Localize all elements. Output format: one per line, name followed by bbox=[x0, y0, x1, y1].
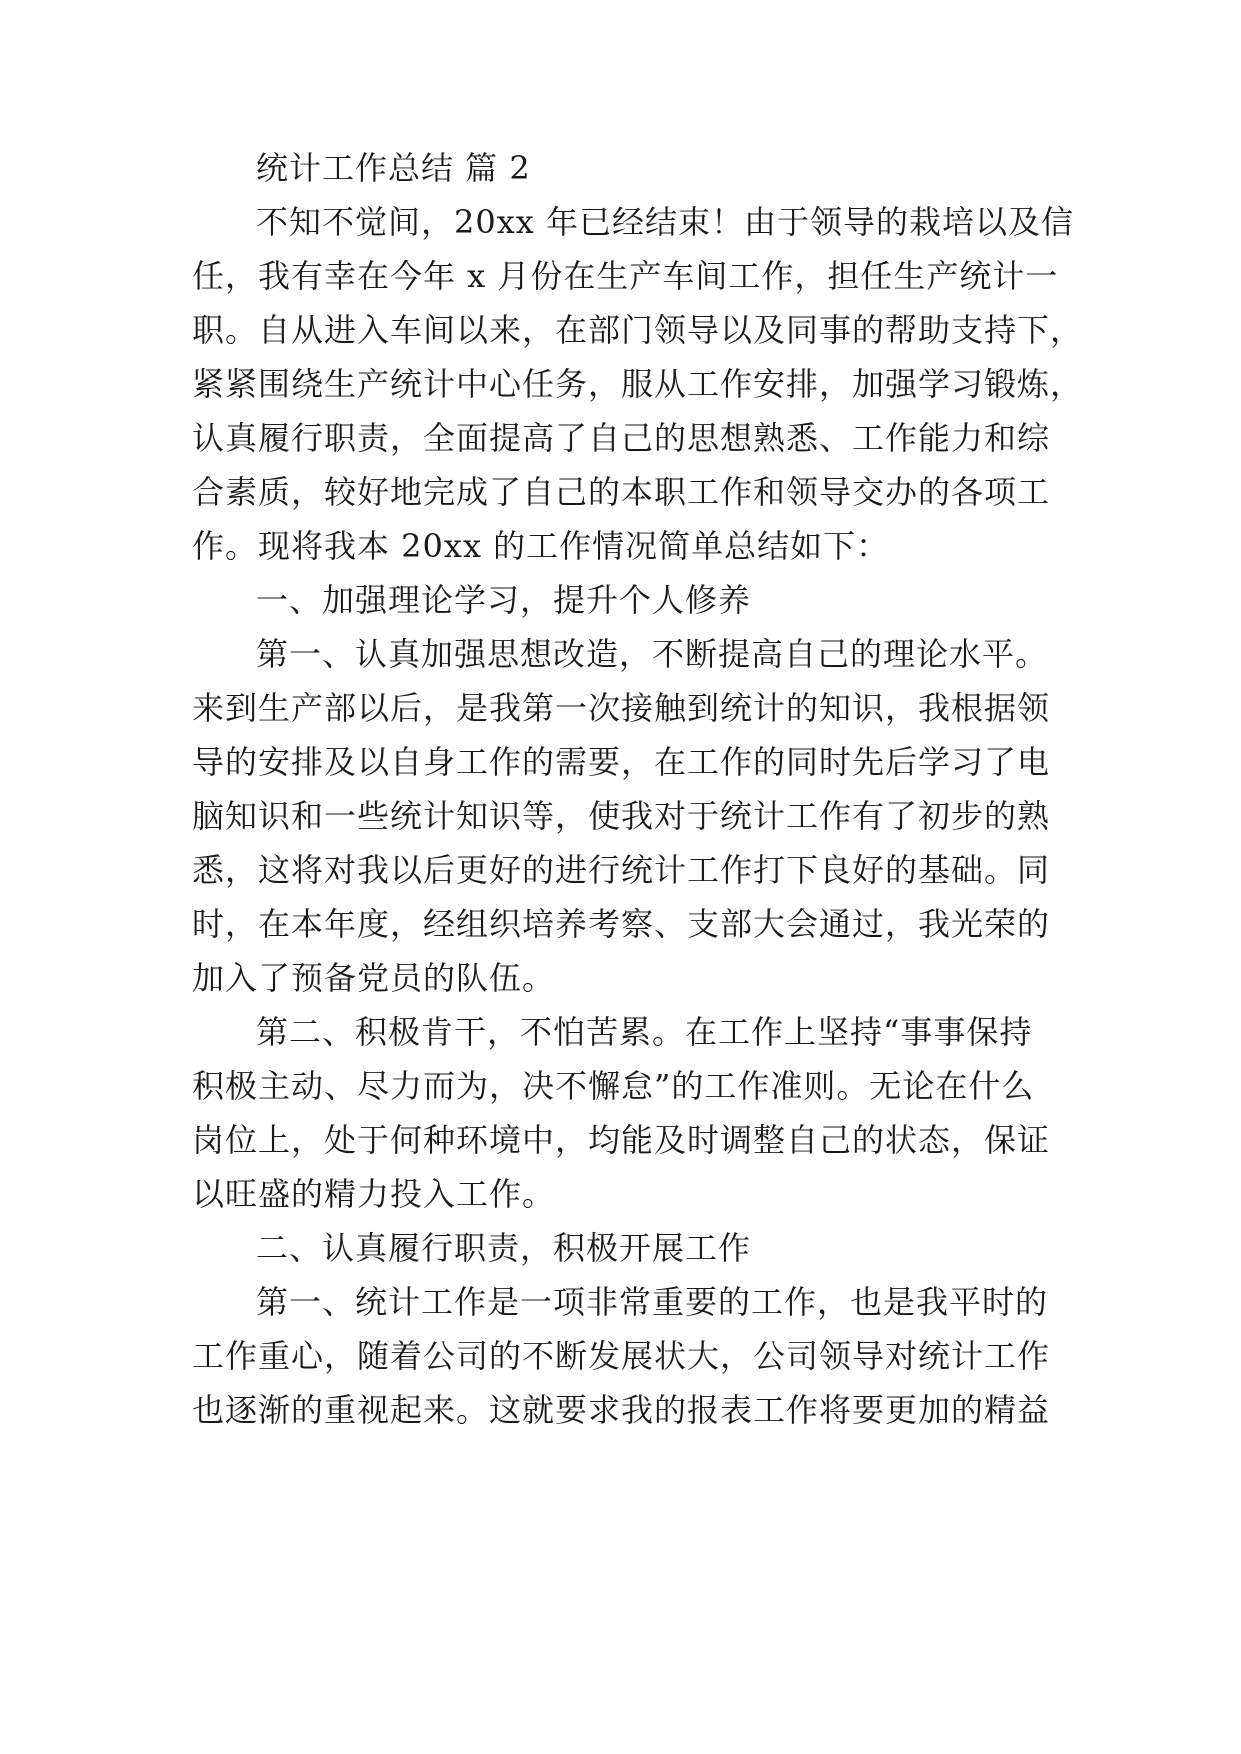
paragraph-line: 悉，这将对我以后更好的进行统计工作打下良好的基础。同 bbox=[192, 851, 1051, 889]
paragraph-line: 也逐渐的重视起来。这就要求我的报表工作将要更加的精益 bbox=[192, 1391, 1051, 1429]
paragraph-line: 岗位上，处于何种环境中，均能及时调整自己的状态，保证 bbox=[192, 1121, 1051, 1159]
paragraph-line: 加入了预备党员的队伍。 bbox=[192, 959, 556, 997]
paragraph-line: 时，在本年度，经组织培养考察、支部大会通过，我光荣的 bbox=[192, 905, 1051, 943]
paragraph-line: 任，我有幸在今年 x 月份在生产车间工作，担任生产统计一 bbox=[192, 257, 1059, 295]
paragraph-line: 职。自从进入车间以来，在部门领导以及同事的帮助支持下， bbox=[192, 311, 1084, 349]
section-heading: 一、加强理论学习，提升个人修养 bbox=[256, 581, 752, 619]
paragraph-line: 合素质，较好地完成了自己的本职工作和领导交办的各项工 bbox=[192, 473, 1051, 511]
paragraph-line: 紧紧围绕生产统计中心任务，服从工作安排，加强学习锻炼， bbox=[192, 365, 1084, 403]
paragraph-line: 认真履行职责，全面提高了自己的思想熟悉、工作能力和综 bbox=[192, 419, 1051, 457]
paragraph-line: 工作重心，随着公司的不断发展状大，公司领导对统计工作 bbox=[192, 1337, 1051, 1375]
paragraph-line: 来到生产部以后，是我第一次接触到统计的知识，我根据领 bbox=[192, 689, 1051, 727]
paragraph-line: 导的安排及以自身工作的需要，在工作的同时先后学习了电 bbox=[192, 743, 1051, 781]
paragraph-line: 第一、统计工作是一项非常重要的工作，也是我平时的 bbox=[256, 1283, 1049, 1321]
section-heading: 二、认真履行职责，积极开展工作 bbox=[256, 1229, 752, 1267]
paragraph-line: 积极主动、尽力而为，决不懈怠”的工作准则。无论在什么 bbox=[192, 1067, 1035, 1105]
paragraph-line: 脑知识和一些统计知识等，使我对于统计工作有了初步的熟 bbox=[192, 797, 1051, 835]
paragraph-line: 作。现将我本 20xx 的工作情况简单总结如下： bbox=[192, 527, 890, 565]
paragraph-line: 第一、认真加强思想改造，不断提高自己的理论水平。 bbox=[256, 635, 1049, 673]
paragraph-line: 不知不觉间，20xx 年已经结束！由于领导的栽培以及信 bbox=[256, 203, 1074, 241]
paragraph-line: 第二、积极肯干，不怕苦累。在工作上坚持“事事保持 bbox=[256, 1013, 1033, 1051]
document-title: 统计工作总结 篇 2 bbox=[256, 149, 531, 187]
paragraph-line: 以旺盛的精力投入工作。 bbox=[192, 1175, 556, 1213]
